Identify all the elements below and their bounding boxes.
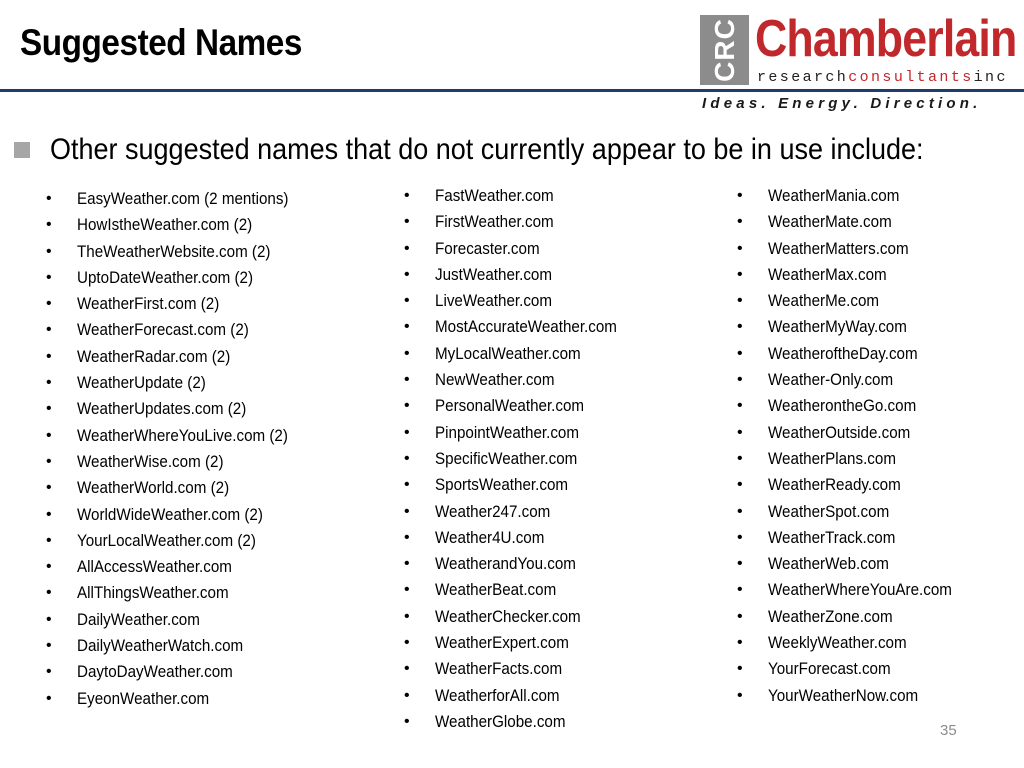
dot-bullet-icon: • [46, 190, 52, 207]
list-item-label: WeatherMe.com [768, 292, 880, 311]
dot-bullet-icon: • [737, 371, 743, 389]
logo-tagline: Ideas. Energy. Direction. [702, 95, 982, 112]
header-divider [0, 89, 1024, 92]
list-item-label: MyLocalWeather.com [435, 344, 581, 363]
dot-bullet-icon: • [737, 528, 743, 546]
dot-bullet-icon: • [46, 295, 52, 313]
list-item-label: EyeonWeather.com [77, 689, 210, 708]
dot-bullet-icon: • [737, 476, 743, 494]
list-item-label: WeatherExpert.com [435, 634, 569, 653]
list-item-label: WeatherSpot.com [768, 502, 890, 521]
dot-bullet-icon: • [404, 423, 410, 441]
dot-bullet-icon: • [737, 344, 743, 362]
list-item-label: WeatherReady.com [768, 476, 901, 495]
dot-bullet-icon: • [737, 213, 743, 231]
dot-bullet-icon: • [404, 265, 410, 283]
logo-subtitle-research: research [757, 69, 849, 86]
dot-bullet-icon: • [404, 528, 410, 546]
list-item-label: WeatherFirst.com (2) [77, 295, 220, 314]
list-item-label: NewWeather.com [435, 371, 555, 390]
list-item-label: JustWeather.com [435, 265, 552, 284]
dot-bullet-icon: • [46, 400, 52, 418]
dot-bullet-icon: • [46, 505, 52, 523]
list-item-label: WeatherMax.com [768, 265, 887, 284]
dot-bullet-icon: • [46, 242, 52, 260]
list-item-label: SportsWeather.com [435, 476, 569, 495]
list-item-label: WeatherOutside.com [768, 423, 911, 442]
list-item-label: AllAccessWeather.com [77, 558, 232, 577]
dot-bullet-icon: • [404, 686, 410, 704]
list-item-label: SpecificWeather.com [435, 449, 578, 468]
dot-bullet-icon: • [46, 584, 52, 602]
list-item-label: EasyWeather.com (2 mentions) [77, 190, 289, 208]
dot-bullet-icon: • [737, 187, 743, 204]
logo-subtitle-inc: inc [973, 69, 1008, 86]
list-item-label: WeatherMatters.com [768, 239, 909, 258]
list-item-label: WeatherforAll.com [435, 686, 560, 705]
list-item-label: WeatherandYou.com [435, 555, 576, 574]
dot-bullet-icon: • [737, 239, 743, 257]
dot-bullet-icon: • [404, 476, 410, 494]
list-item-label: YourForecast.com [768, 660, 891, 679]
list-item-label: WeatherWorld.com (2) [77, 479, 230, 498]
dot-bullet-icon: • [737, 607, 743, 625]
list-item-label: PersonalWeather.com [435, 397, 585, 416]
dot-bullet-icon: • [737, 660, 743, 678]
dot-bullet-icon: • [404, 318, 410, 336]
dot-bullet-icon: • [404, 712, 410, 730]
dot-bullet-icon: • [404, 213, 410, 231]
intro-text: Other suggested names that do not currently appear to be in use include: [50, 133, 924, 166]
dot-bullet-icon: • [737, 397, 743, 415]
list-item-label: WeatherUpdates.com (2) [77, 400, 247, 419]
list-item-label: DailyWeatherWatch.com [77, 637, 244, 656]
list-item-label: HowIstheWeather.com (2) [77, 216, 253, 235]
dot-bullet-icon: • [404, 660, 410, 678]
dot-bullet-icon: • [737, 449, 743, 467]
page-title: Suggested Names [20, 22, 302, 63]
logo-subtitle [757, 69, 1008, 86]
list-item-label: Weather4U.com [435, 528, 545, 547]
dot-bullet-icon: • [46, 268, 52, 286]
square-bullet-icon [14, 142, 30, 158]
list-item-label: Weather247.com [435, 502, 551, 521]
list-item-label: WorldWideWeather.com (2) [77, 505, 263, 524]
dot-bullet-icon: • [737, 292, 743, 310]
intro-bullet-line [14, 133, 1021, 167]
dot-bullet-icon: • [404, 581, 410, 599]
list-item-label: Forecaster.com [435, 239, 540, 258]
list-item-label: WeatherRadar.com (2) [77, 347, 231, 366]
list-item-label: WeatherontheGo.com [768, 397, 917, 416]
list-item-label: PinpointWeather.com [435, 423, 580, 442]
list-item-label: Weather-Only.com [768, 371, 894, 390]
list-item-label: DailyWeather.com [77, 610, 200, 629]
dot-bullet-icon: • [737, 686, 743, 704]
list-item-label: UptoDateWeather.com (2) [77, 268, 254, 287]
dot-bullet-icon: • [404, 607, 410, 625]
dot-bullet-icon: • [46, 426, 52, 444]
list-item-label: WeatherWhereYouAre.com [768, 581, 952, 600]
dot-bullet-icon: • [404, 371, 410, 389]
dot-bullet-icon: • [404, 502, 410, 520]
dot-bullet-icon: • [404, 344, 410, 362]
dot-bullet-icon: • [404, 292, 410, 310]
dot-bullet-icon: • [46, 374, 52, 392]
list-item-label: WeatherMyWay.com [768, 318, 907, 337]
dot-bullet-icon: • [46, 321, 52, 339]
list-item-label: YourWeatherNow.com [768, 686, 919, 705]
list-item-label: WeatherWeb.com [768, 555, 889, 574]
dot-bullet-icon: • [46, 531, 52, 549]
dot-bullet-icon: • [404, 397, 410, 415]
dot-bullet-icon: • [404, 555, 410, 573]
list-item-label: WeatherMate.com [768, 213, 892, 232]
logo-mark [700, 15, 749, 85]
list-item-label: WeatherPlans.com [768, 449, 896, 468]
logo-name: Chamberlain [755, 10, 1017, 68]
dot-bullet-icon: • [46, 610, 52, 628]
dot-bullet-icon: • [46, 689, 52, 707]
list-item-label: LiveWeather.com [435, 292, 553, 311]
dot-bullet-icon: • [46, 216, 52, 234]
list-item-label: YourLocalWeather.com (2) [77, 531, 256, 550]
dot-bullet-icon: • [404, 187, 410, 204]
dot-bullet-icon: • [737, 318, 743, 336]
list-item-label: WeatherWise.com (2) [77, 452, 224, 471]
dot-bullet-icon: • [737, 581, 743, 599]
logo-mark-text: CRC [708, 18, 740, 82]
dot-bullet-icon: • [46, 479, 52, 497]
dot-bullet-icon: • [737, 265, 743, 283]
list-item-label: DaytoDayWeather.com [77, 663, 233, 682]
list-item-label: FastWeather.com [435, 187, 554, 205]
list-item-label: WeatherGlobe.com [435, 712, 566, 731]
dot-bullet-icon: • [46, 347, 52, 365]
dot-bullet-icon: • [46, 637, 52, 655]
page-number: 35 [940, 722, 957, 739]
list-item-label: WeeklyWeather.com [768, 634, 907, 653]
list-item-label: WeatherWhereYouLive.com (2) [77, 426, 288, 445]
dot-bullet-icon: • [46, 558, 52, 576]
list-item-label: TheWeatherWebsite.com (2) [77, 242, 271, 261]
list-item-label: WeatherFacts.com [435, 660, 563, 679]
dot-bullet-icon: • [737, 423, 743, 441]
list-item-label: MostAccurateWeather.com [435, 318, 617, 337]
dot-bullet-icon: • [737, 555, 743, 573]
dot-bullet-icon: • [404, 449, 410, 467]
list-item-label: WeatherBeat.com [435, 581, 557, 600]
list-item-label: WeatherChecker.com [435, 607, 581, 626]
dot-bullet-icon: • [404, 239, 410, 257]
dot-bullet-icon: • [46, 452, 52, 470]
list-item-label: FirstWeather.com [435, 213, 554, 232]
list-item-label: AllThingsWeather.com [77, 584, 229, 603]
list-item-label: WeatheroftheDay.com [768, 344, 918, 363]
list-item-label: WeatherZone.com [768, 607, 893, 626]
list-item-label: WeatherTrack.com [768, 528, 896, 547]
logo-subtitle-consultants: consultants [848, 69, 974, 86]
list-item-label: WeatherForecast.com (2) [77, 321, 249, 340]
list-item-label: WeatherUpdate (2) [77, 374, 206, 393]
dot-bullet-icon: • [404, 634, 410, 652]
dot-bullet-icon: • [737, 634, 743, 652]
list-item-label: WeatherMania.com [768, 187, 900, 205]
dot-bullet-icon: • [46, 663, 52, 681]
dot-bullet-icon: • [737, 502, 743, 520]
